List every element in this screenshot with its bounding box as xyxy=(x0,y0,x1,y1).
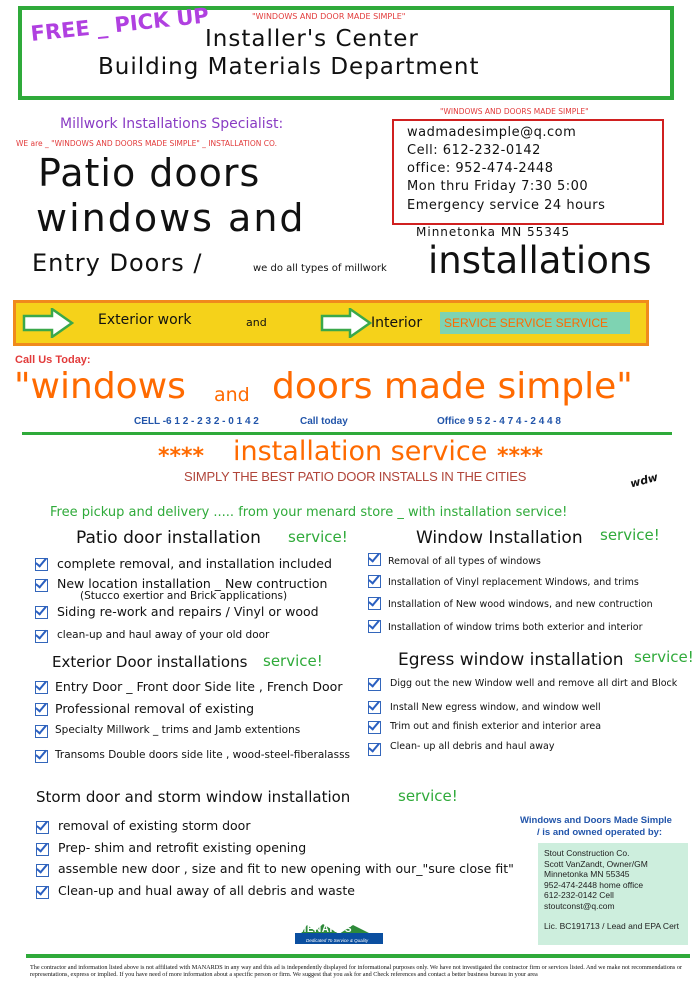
checkbox-icon xyxy=(35,606,48,619)
installation-service-title: installation service xyxy=(233,436,488,467)
patio-title: Patio door installation xyxy=(76,528,261,548)
free-pickup-label: FREE _ PICK UP xyxy=(29,3,211,47)
list-item: Installation of New wood windows, and new contruction xyxy=(388,599,653,610)
checkbox-icon xyxy=(35,681,48,694)
checkbox-icon xyxy=(368,597,381,610)
slogan-and: and xyxy=(214,384,250,406)
contact-tagline: "WINDOWS AND DOORS MADE SIMPLE" xyxy=(440,107,589,116)
list-item: Prep- shim and retrofit existing opening xyxy=(58,840,307,855)
call-today: Call today xyxy=(300,416,348,427)
checkbox-icon xyxy=(35,750,48,763)
window-service: service! xyxy=(600,526,660,544)
checkbox-icon xyxy=(368,575,381,588)
footer-rule xyxy=(26,954,690,958)
owner-line: Minnetonka MN 55345 xyxy=(544,869,630,879)
intro-all-types: we do all types of millwork xyxy=(253,263,387,274)
contact-hours: Mon thru Friday 7:30 5:00 xyxy=(407,179,589,194)
banner-and: and xyxy=(246,316,267,329)
call-office[interactable]: Office 9 5 2 - 4 7 4 - 2 4 4 8 xyxy=(437,416,561,427)
menards-slogan: Dedicated To Service & Quality xyxy=(306,938,369,943)
checkbox-icon xyxy=(36,886,49,899)
list-item: Siding re-work and repairs / Vinyl or wood xyxy=(57,604,319,619)
call-cell[interactable]: CELL -6 1 2 - 2 3 2 - 0 1 4 2 xyxy=(134,416,259,427)
stars-right: **** xyxy=(497,444,544,469)
header-title-line1: Installer's Center xyxy=(205,26,419,52)
owner-box xyxy=(538,843,688,945)
intro-installations: installations xyxy=(428,239,652,282)
checkbox-icon xyxy=(35,630,48,643)
patio-note: (Stucco exertior and Brick applications) xyxy=(80,590,288,602)
list-item: Removal of all types of windows xyxy=(388,556,541,567)
stars-left: **** xyxy=(158,444,205,469)
we-are-line: WE are _ "WINDOWS AND DOORS MADE SIMPLE" _ INSTALLATION CO. xyxy=(16,139,278,148)
list-item: Specialty Millwork _ trims and Jamb extentions xyxy=(55,724,301,736)
checkbox-icon xyxy=(36,821,49,834)
contact-office[interactable]: office: 952-474-2448 xyxy=(407,161,554,176)
checkbox-icon xyxy=(368,721,381,734)
banner-exterior: Exterior work xyxy=(98,312,192,328)
banner-interior: Interior xyxy=(371,315,423,331)
checkbox-icon xyxy=(35,558,48,571)
slogan-rest: doors made simple" xyxy=(272,366,633,407)
list-item: Install New egress window, and window well xyxy=(390,702,601,713)
millwork-specialist: Millwork Installations Specialist: xyxy=(60,116,284,132)
egress-title: Egress window installation xyxy=(398,650,624,670)
intro-windows-and: windows and xyxy=(36,196,306,240)
menards-name: MENARDS xyxy=(298,924,353,935)
contact-city: Minnetonka MN 55345 xyxy=(416,225,571,239)
checkbox-icon xyxy=(35,579,48,592)
checkbox-icon xyxy=(36,864,49,877)
patio-service: service! xyxy=(288,528,348,546)
header-title-line2: Building Materials Department xyxy=(98,54,480,80)
list-item: Digg out the new Window well and remove all dirt and Block xyxy=(390,678,678,689)
service-strip: SERVICE SERVICE SERVICE xyxy=(440,312,630,334)
list-item: Trim out and finish exterior and interior area xyxy=(390,721,602,732)
owner-line: 952-474-2448 home office xyxy=(544,879,644,890)
header-tagline: "WINDOWS AND DOOR MADE SIMPLE" xyxy=(252,12,406,21)
checkbox-icon xyxy=(36,843,49,856)
contact-email[interactable]: wadmadesimple@q.com xyxy=(407,125,577,140)
intro-patio-doors: Patio doors xyxy=(38,151,261,195)
owner-email[interactable]: stoutconst@q.com xyxy=(544,900,615,911)
list-item: clean-up and haul away of your old door xyxy=(57,629,270,641)
owner-heading1: Windows and Doors Made Simple xyxy=(520,815,672,826)
slogan-windows: "windows xyxy=(14,366,186,407)
owner-license: Lic. BC191713 / Lead and EPA Cert xyxy=(544,921,679,931)
exterior-door-title: Exterior Door installations xyxy=(52,653,248,671)
list-item: New location installation _ New contruction xyxy=(57,576,328,591)
checkbox-icon xyxy=(368,701,381,714)
owner-line: 612-232-0142 Cell xyxy=(544,890,614,900)
exterior-door-service: service! xyxy=(263,652,323,670)
list-item: Installation of window trims both exterior and interior xyxy=(388,622,643,633)
egress-service: service! xyxy=(634,648,694,666)
list-item: Clean- up all debris and haul away xyxy=(390,741,555,752)
list-item: Entry Door _ Front door Side lite , French Door xyxy=(55,679,343,694)
checkbox-icon xyxy=(35,703,48,716)
contact-cell[interactable]: Cell: 612-232-0142 xyxy=(407,143,541,158)
checkbox-icon xyxy=(368,678,381,691)
checkbox-icon xyxy=(35,725,48,738)
storm-title: Storm door and storm window installation xyxy=(36,788,351,806)
footer-disclaimer: The contractor and information listed above is not affiliated with MANARDS in any way and this ad is independently displayed for informational purposes only. We have not investigated the contractor firm or services listed. And we make not recommendations or representations, express or implied. If you have need of more information about a specific person or firm. We suggest that you ask for and Check references and contact a better business bureau in your area xyxy=(30,964,683,979)
list-item: assemble new door , size and fit to new opening with our_"sure close fit" xyxy=(58,861,514,876)
list-item: Professional removal of existing xyxy=(55,701,255,716)
owner-heading2: / is and owned operated by: xyxy=(537,827,663,838)
owner-line: Stout Construction Co. xyxy=(544,848,630,858)
call-us-today: Call Us Today: xyxy=(15,354,91,366)
storm-service: service! xyxy=(398,787,458,805)
list-item: removal of existing storm door xyxy=(58,818,251,833)
checkbox-icon xyxy=(368,620,381,633)
owner-line: Scott VanZandt, Owner/GM xyxy=(544,858,648,869)
list-item: Clean-up and hual away of all debris and waste xyxy=(58,883,355,898)
checkbox-icon xyxy=(368,553,381,566)
arrow-right-icon xyxy=(22,308,74,338)
contact-emergency: Emergency service 24 hours xyxy=(407,198,606,213)
list-item: Transoms Double doors side lite , wood-steel-fiberalasss xyxy=(55,749,351,761)
free-pickup-delivery: Free pickup and delivery ..... from your menard store _ with installation service! xyxy=(50,505,568,520)
list-item: complete removal, and installation included xyxy=(57,556,332,571)
service-subtitle: SIMPLY THE BEST PATIO DOOR INSTALLS IN THE CITIES xyxy=(184,469,527,484)
wdw-badge: wdw xyxy=(628,470,660,491)
checkbox-icon xyxy=(368,743,381,756)
divider-rule xyxy=(22,432,672,435)
intro-entry-doors: Entry Doors / xyxy=(32,249,203,277)
window-title: Window Installation xyxy=(416,528,583,548)
list-item: Installation of Vinyl replacement Windows, and trims xyxy=(388,577,639,588)
arrow-right-icon xyxy=(320,308,372,338)
